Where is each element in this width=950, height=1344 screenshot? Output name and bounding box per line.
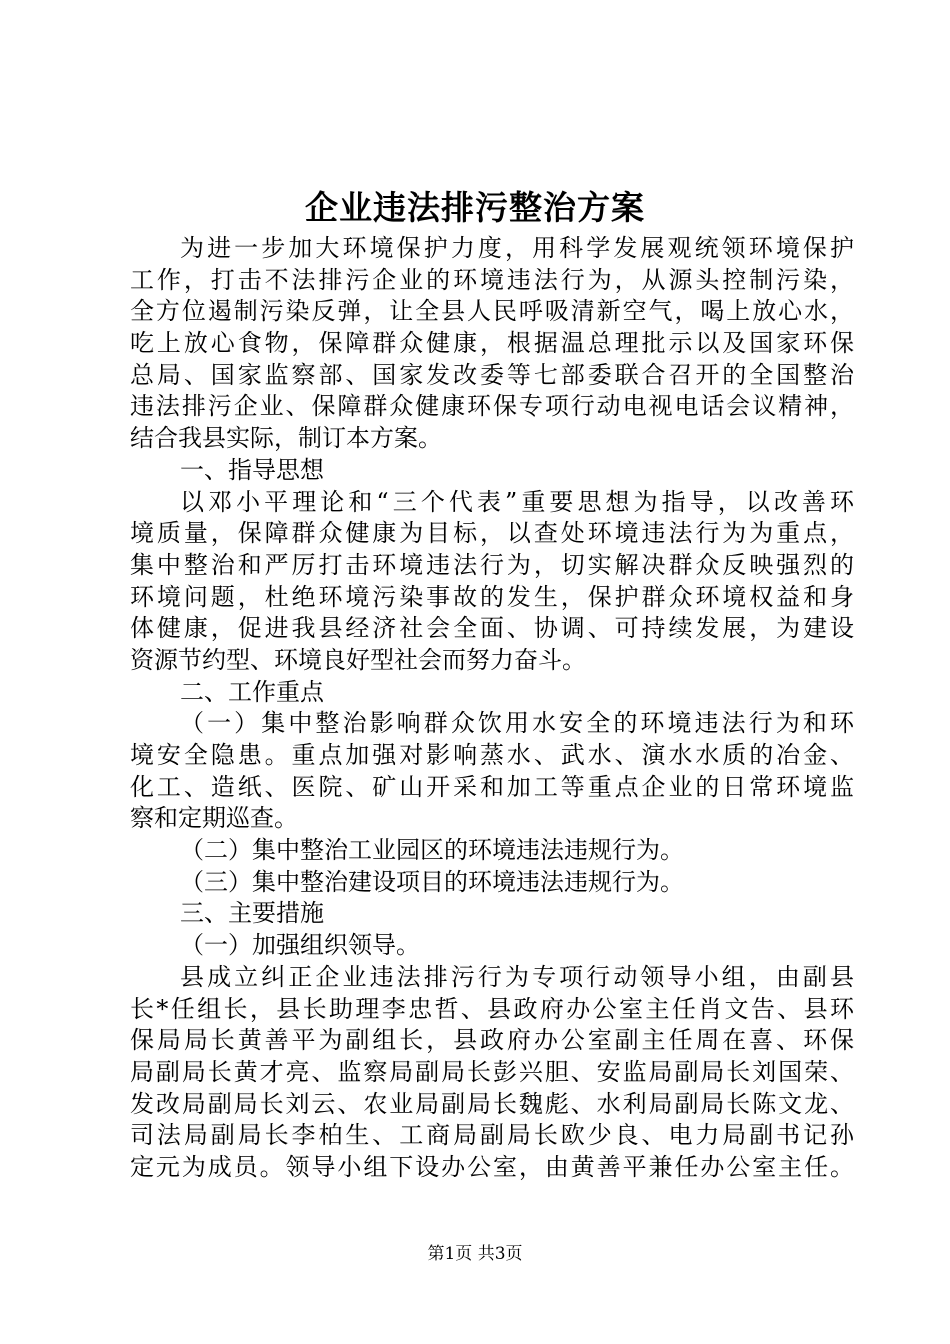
text-line: 体健康，促进我县经济社会全面、协调、可持续发展，为建设 xyxy=(130,614,854,643)
text-line: 化工、造纸、医院、矿山开采和加工等重点企业的日常环境监 xyxy=(130,772,854,801)
text-line: 一、指导思想 xyxy=(180,455,324,484)
page-footer: 第1页 共3页 xyxy=(427,1244,523,1264)
text-line: （一）集中整治影响群众饮用水安全的环境违法行为和环 xyxy=(180,709,854,738)
text-line: 工作，打击不法排污企业的环境违法行为，从源头控制污染， xyxy=(130,265,854,294)
text-line: 环境问题，杜绝环境污染事故的发生，保护群众环境权益和身 xyxy=(130,582,854,611)
text-line: 全方位遏制污染反弹，让全县人民呼吸清新空气，喝上放心水， xyxy=(130,297,854,326)
text-line: 吃上放心食物，保障群众健康，根据温总理批示以及国家环保 xyxy=(130,329,854,358)
text-line: 结合我县实际，制订本方案。 xyxy=(130,424,442,453)
text-line: 集中整治和严厉打击环境违法行为，切实解决群众反映强烈的 xyxy=(130,550,854,579)
text-line: 局副局长黄才亮、监察局副局长彭兴胆、安监局副局长刘国荣、 xyxy=(130,1057,854,1086)
text-line: 察和定期巡查。 xyxy=(130,804,298,833)
text-line: 境质量，保障群众健康为目标，以查处环境违法行为为重点， xyxy=(130,519,854,548)
text-line: 二、工作重点 xyxy=(180,677,324,706)
text-line: 保局局长黄善平为副组长，县政府办公室副主任周在喜、环保 xyxy=(130,1026,854,1055)
text-line: 定元为成员。领导小组下设办公室，由黄善平兼任办公室主任。 xyxy=(130,1152,854,1181)
document-title: 企业违法排污整治方案 xyxy=(305,188,645,227)
text-line: 资源节约型、环境良好型社会而努力奋斗。 xyxy=(130,645,586,674)
text-line: 县成立纠正企业违法排污行为专项行动领导小组，由副县 xyxy=(180,962,854,991)
text-line: 境安全隐患。重点加强对影响蒸水、武水、演水水质的冶金、 xyxy=(130,741,854,769)
text-line: 发改局副局长刘云、农业局副局长魏彪、水利局副局长陈文龙、 xyxy=(130,1089,854,1118)
text-line: 长*任组长，县长助理李忠哲、县政府办公室主任肖文告、县环 xyxy=(130,994,854,1023)
text-line: 司法局副局长李柏生、工商局副局长欧少良、电力局副书记孙 xyxy=(130,1121,854,1150)
text-line: 为进一步加大环境保护力度，用科学发展观统领环境保护 xyxy=(180,234,854,262)
text-line: （二）集中整治工业园区的环境违法违规行为。 xyxy=(180,836,684,865)
text-line: 以邓小平理论和“三个代表”重要思想为指导，以改善环 xyxy=(180,487,854,516)
text-line: 总局、国家监察部、国家发改委等七部委联合召开的全国整治 xyxy=(130,360,854,389)
text-line: （三）集中整治建设项目的环境违法违规行为。 xyxy=(180,867,684,896)
text-line: 三、主要措施 xyxy=(180,899,324,928)
document-body xyxy=(130,233,854,1184)
text-line: 违法排污企业、保障群众健康环保专项行动电视电话会议精神， xyxy=(130,392,854,421)
text-line: （一）加强组织领导。 xyxy=(180,931,420,960)
